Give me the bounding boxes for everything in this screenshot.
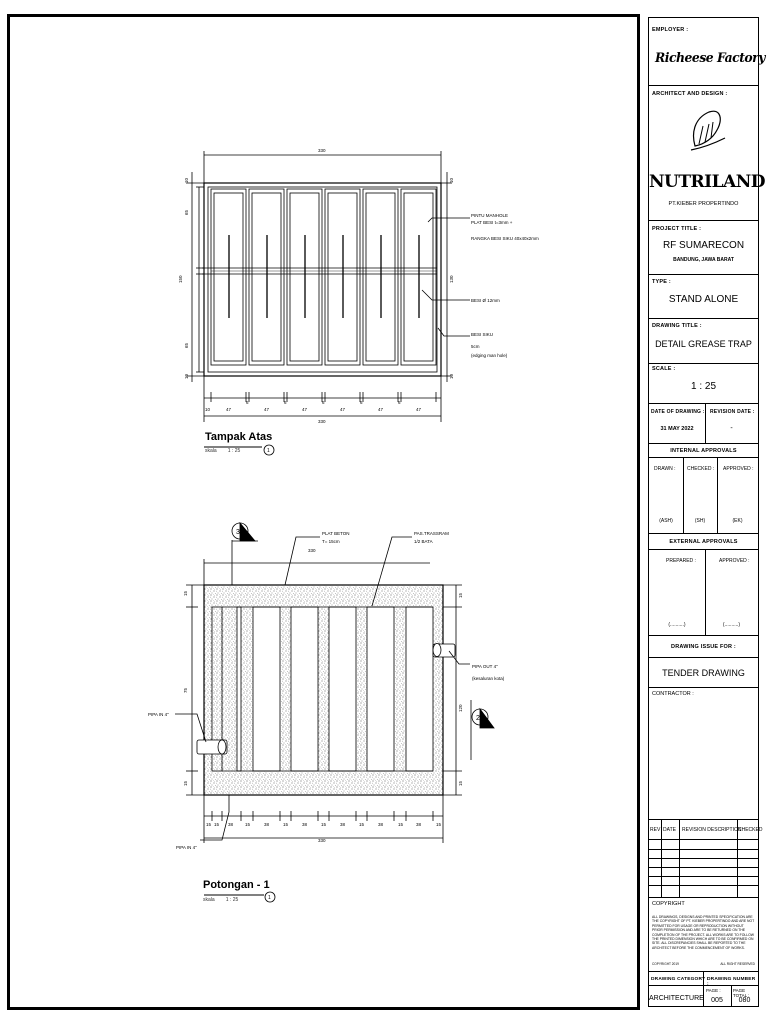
svg-text:47: 47 xyxy=(264,407,270,412)
note-angle-1: BESI SIKU xyxy=(471,332,494,337)
section-marker-right: 2 xyxy=(476,715,480,722)
revision-header xyxy=(649,820,763,840)
revision-date-value: - xyxy=(730,425,733,432)
svg-text:10: 10 xyxy=(449,373,454,379)
note-pipe-in: PIPA IN 4" xyxy=(148,712,169,717)
category-value: ARCHITECTURE xyxy=(649,995,704,1002)
svg-text:330: 330 xyxy=(308,548,316,553)
note-pipe-out-1: PIPA OUT 4" xyxy=(472,664,498,669)
drawing-issue-value: TENDER DRAWING xyxy=(662,668,745,678)
revision-rows xyxy=(649,840,758,898)
svg-text:330: 330 xyxy=(318,838,326,843)
drawing-title-section xyxy=(649,319,758,364)
page-total-value: 080 xyxy=(738,997,751,1004)
copyright-label: COPYRIGHT xyxy=(652,901,685,907)
type-value: STAND ALONE xyxy=(668,294,739,305)
type-label: TYPE : xyxy=(652,279,671,285)
architect-section xyxy=(649,86,766,221)
employer-section xyxy=(649,18,765,86)
note-pipe-out-2: (kesaluran kota) xyxy=(472,676,505,681)
date-value: 31 MAY 2022 xyxy=(660,426,694,432)
section-marker: 1 xyxy=(268,895,271,901)
svg-text:75: 75 xyxy=(183,687,188,693)
page-value: 005 xyxy=(711,997,723,1004)
checked-value: (SH) xyxy=(694,518,706,524)
note-cover-2: PLAT BESI t=3mm + xyxy=(471,220,513,225)
rev-date-label: DATE xyxy=(663,827,676,833)
svg-text:15: 15 xyxy=(458,780,463,786)
internal-approvals xyxy=(649,458,758,534)
ext-approved-value: (..........) xyxy=(722,622,741,628)
note-bar: BESI Ø 12mm xyxy=(471,298,500,303)
plan-scale: skala 1 : 25 xyxy=(205,448,241,454)
plan-texts xyxy=(178,148,539,454)
drawing-title-label: DRAWING TITLE : xyxy=(652,323,702,329)
copyright-text: ALL DRAWINGS, DESIGNS AND PRINTED SPECIFICATION ARE THE COPYRIGHT OF PT. KIEBER PROPERTINDO AND ARE NOT PERMITTED FOR USAGE OR REPRODUCTION WITHOUT PRIOR PERMISSION AND ARE TO BE RETURNED ON THE COMPLETION OF THE PROJECT. ALL WORKS ARE TO FOLLOW THE PRINTED DIMENSION WHICH ARE TO BE CONFIRMED ON SITE. ALL DISCREPANCIES SHALL BE REPORTED TO THE ARCHITECT BEFORE THE COMMENCEMENT OF WORKS. xyxy=(652,915,755,950)
svg-text:38: 38 xyxy=(302,822,308,827)
prepared-label: PREPARED : xyxy=(666,558,696,564)
svg-text:65: 65 xyxy=(184,342,189,348)
plan-marker: 1 xyxy=(267,448,270,454)
note-wall-2: 1/2 BATA xyxy=(414,539,433,544)
drawing-issue xyxy=(649,658,758,688)
copyright-year: COPYRIGHT 2019 xyxy=(652,962,679,966)
svg-text:330: 330 xyxy=(318,419,326,424)
drawing-issue-header: DRAWING ISSUE FOR : xyxy=(649,636,758,658)
drawing-title: DETAIL GREASE TRAP xyxy=(655,339,752,349)
section-view xyxy=(175,523,494,902)
svg-text:6: 6 xyxy=(360,400,363,405)
svg-text:47: 47 xyxy=(226,407,232,412)
checked-label: CHECKED : xyxy=(687,466,715,472)
svg-text:6: 6 xyxy=(284,400,287,405)
svg-text:330: 330 xyxy=(318,148,326,153)
svg-text:47: 47 xyxy=(416,407,422,412)
svg-text:38: 38 xyxy=(340,822,346,827)
svg-text:150: 150 xyxy=(178,275,183,283)
page-total-label: PAGE TOTAL : xyxy=(733,988,750,998)
type-section xyxy=(649,275,758,319)
project-title-label: PROJECT TITLE : xyxy=(652,226,702,232)
note-slab-1: PLAT BETON xyxy=(322,531,350,536)
category-header xyxy=(649,972,758,986)
svg-text:15: 15 xyxy=(245,822,251,827)
plan-caption: Tampak Atas xyxy=(205,431,273,443)
external-approvals xyxy=(649,550,758,636)
svg-text:6: 6 xyxy=(398,400,401,405)
svg-text:65: 65 xyxy=(184,209,189,215)
svg-text:15: 15 xyxy=(359,822,365,827)
rev-desc-label: REVISION DESCRIPTION xyxy=(682,827,742,833)
project-location: BANDUNG, JAWA BARAT xyxy=(673,257,734,263)
note-cover-3: RANGKA BESI SIKU 40x40x2mm xyxy=(471,236,539,241)
copyright-section xyxy=(649,898,758,972)
svg-text:10: 10 xyxy=(205,407,211,412)
svg-text:130: 130 xyxy=(449,275,454,283)
date-section xyxy=(649,404,758,444)
svg-text:6: 6 xyxy=(322,400,325,405)
employer-logo: Richeese Factory xyxy=(655,51,765,66)
scale-section xyxy=(649,364,758,404)
revision-date-label: REVISION DATE : xyxy=(710,409,755,415)
svg-text:10: 10 xyxy=(449,177,454,183)
approved-value: (EK) xyxy=(732,518,743,524)
note-slab-2: T= 15cm xyxy=(322,539,340,544)
svg-text:15: 15 xyxy=(183,780,188,786)
note-wall-1: PAS.TRASSRAM xyxy=(414,531,449,536)
drawn-label: DRAWN : xyxy=(654,466,676,472)
ext-approved-label: APPROVED : xyxy=(719,558,750,564)
contractor-label: CONTRACTOR : xyxy=(652,691,694,697)
drawn-value: (ASH) xyxy=(659,518,673,524)
internal-approvals-header: INTERNAL APPROVALS xyxy=(649,444,758,458)
approved-label: APPROVED : xyxy=(723,466,754,472)
employer-label: EMPLOYER : xyxy=(652,27,689,33)
note-angle-3: (edging man hole) xyxy=(471,353,508,358)
svg-text:47: 47 xyxy=(340,407,346,412)
svg-text:47: 47 xyxy=(302,407,308,412)
architect-label: ARCHITECT AND DESIGN : xyxy=(652,91,728,97)
svg-text:15: 15 xyxy=(283,822,289,827)
section-caption: Potongan - 1 xyxy=(203,879,270,891)
nutriland-leaf-icon xyxy=(687,108,727,152)
note-angle-2: 5cm xyxy=(471,344,480,349)
note-pipe-in-bottom: PIPA IN 4" xyxy=(176,845,197,850)
svg-text:10: 10 xyxy=(184,177,189,183)
page-label: PAGE : xyxy=(706,988,721,993)
svg-text:15: 15 xyxy=(321,822,327,827)
svg-text:15: 15 xyxy=(458,592,463,598)
svg-text:6: 6 xyxy=(246,400,249,405)
number-label: DRAWING NUMBER : xyxy=(707,977,756,987)
scale-value: 1 : 25 xyxy=(690,381,717,392)
rev-checked-label: CHECKED xyxy=(738,827,763,833)
project-title: RF SUMARECON xyxy=(662,240,745,251)
svg-text:15: 15 xyxy=(183,590,188,596)
svg-text:38: 38 xyxy=(228,822,234,827)
section-scale: skala 1 : 25 xyxy=(203,897,239,903)
rev-label: REV xyxy=(650,827,661,833)
svg-text:120: 120 xyxy=(458,704,463,712)
section-marker-top: 3 xyxy=(236,529,240,536)
svg-text:10: 10 xyxy=(184,373,189,379)
svg-text:38: 38 xyxy=(264,822,270,827)
svg-text:15: 15 xyxy=(214,822,220,827)
svg-text:15: 15 xyxy=(436,822,442,827)
svg-text:38: 38 xyxy=(416,822,422,827)
category-values xyxy=(649,986,758,1006)
note-cover-1: PINTU MANHOLE xyxy=(471,213,509,218)
contractor-section xyxy=(649,688,758,820)
category-label: DRAWING CATEGORY : xyxy=(651,977,709,982)
svg-text:15: 15 xyxy=(206,822,212,827)
rights-reserved: ALL RIGHT RESERVED xyxy=(720,962,755,966)
date-label: DATE OF DRAWING : xyxy=(651,409,705,415)
title-block xyxy=(648,17,766,1007)
svg-text:47: 47 xyxy=(378,407,384,412)
scale-label: SCALE : xyxy=(652,366,676,372)
architect-company: PT.KIEBER PROPERTINDO xyxy=(668,201,739,207)
manhole-covers xyxy=(211,189,436,365)
architect-logo: NUTRILAND xyxy=(649,172,766,192)
svg-text:38: 38 xyxy=(378,822,384,827)
prepared-value: (..........) xyxy=(668,622,686,628)
external-approvals-header: EXTERNAL APPROVALS xyxy=(649,534,758,550)
svg-text:15: 15 xyxy=(398,822,404,827)
project-section xyxy=(649,221,758,275)
